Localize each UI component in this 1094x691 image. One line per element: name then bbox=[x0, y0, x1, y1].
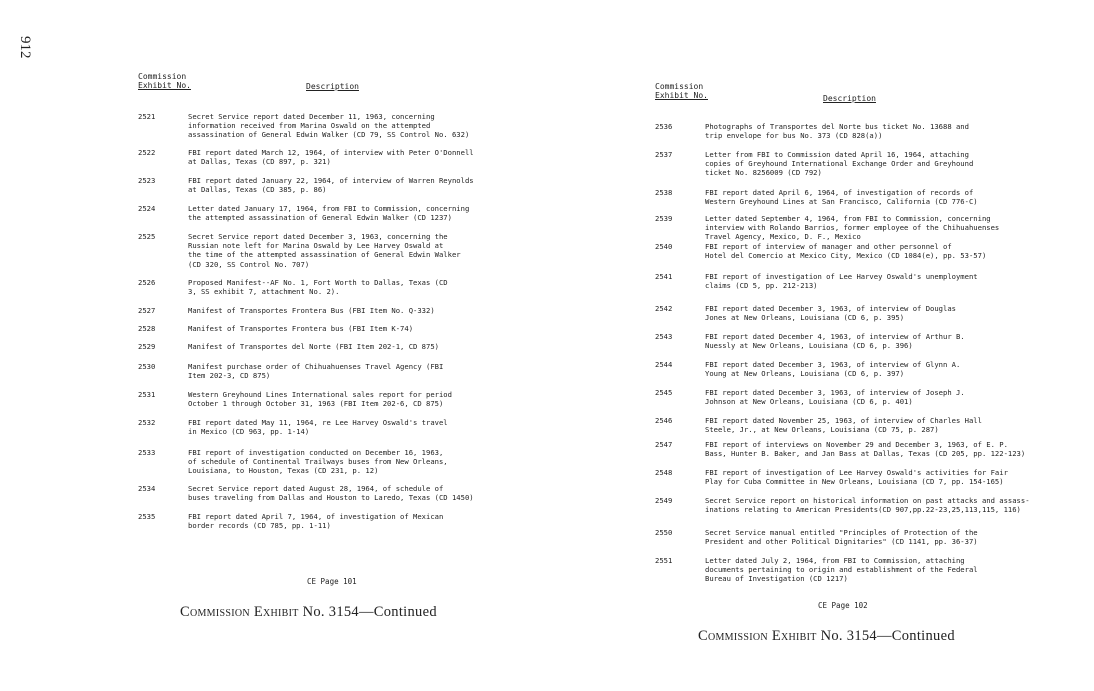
exhibit-description: FBI report dated April 6, 1964, of investigation of records of Western Greyhound Lines at San Francisco, California (CD 776-C) bbox=[705, 188, 978, 207]
exhibit-number: 2523 bbox=[138, 176, 156, 185]
left-footer bbox=[180, 604, 437, 621]
exhibit-number: 2538 bbox=[655, 188, 673, 197]
right-footer-rest: No. 3154—Continued bbox=[820, 628, 955, 644]
exhibit-number: 2540 bbox=[655, 242, 673, 251]
exhibit-number: 2524 bbox=[138, 204, 156, 213]
exhibit-number: 2543 bbox=[655, 332, 673, 341]
exhibit-description: FBI report dated December 3, 1963, of interview of Glynn A. Young at New Orleans, Louisiana (CD 6, p. 397) bbox=[705, 360, 961, 379]
left-header-exhibit-label: Exhibit No. bbox=[138, 81, 191, 90]
exhibit-description: FBI report dated January 22, 1964, of interview of Warren Reynolds at Dallas, Texas (CD 385, p. 86) bbox=[188, 176, 474, 195]
exhibit-description: FBI report of investigation conducted on December 16, 1963, of schedule of Continental Trailways buses from New Orleans, Louisiana, to Houston, Texas (CD 231, p. 12) bbox=[188, 448, 448, 476]
left-header-exhibit bbox=[138, 72, 191, 90]
exhibit-number: 2549 bbox=[655, 496, 673, 505]
right-header-commission-label: Commission bbox=[655, 82, 704, 91]
right-header-description: Description bbox=[823, 94, 876, 103]
exhibit-number: 2544 bbox=[655, 360, 673, 369]
exhibit-description: Manifest purchase order of Chihuahuenses Travel Agency (FBI Item 202-3, CD 875) bbox=[188, 362, 444, 381]
exhibit-description: Western Greyhound Lines International sales report for period October 1 through October 31, 1963 (FBI Item 202-6, CD 875) bbox=[188, 390, 452, 409]
exhibit-description: Secret Service report dated December 11, 1963, concerning information received from Marina Oswald on the attempted assassination of General Edwin Walker (CD 79, SS Control No. 632) bbox=[188, 112, 470, 140]
exhibit-description: Secret Service manual entitled "Principles of Protection of the President and other Political Dignitaries" (CD 1141, pp. 36-37) bbox=[705, 528, 978, 547]
left-column bbox=[138, 72, 538, 531]
exhibit-number: 2535 bbox=[138, 512, 156, 521]
exhibit-number: 2525 bbox=[138, 232, 156, 241]
exhibit-description: FBI report dated March 12, 1964, of interview with Peter O'Donnell at Dallas, Texas (CD 897, p. 321) bbox=[188, 148, 474, 167]
left-page-label: CE Page 101 bbox=[307, 577, 357, 586]
exhibit-number: 2522 bbox=[138, 148, 156, 157]
right-footer-prefix: Commission Exhibit bbox=[698, 628, 817, 644]
exhibit-description: Letter from FBI to Commission dated April 16, 1964, attaching copies of Greyhound International Exchange Order and Greyhound ticket No. 8256009 (CD 792) bbox=[705, 150, 974, 178]
exhibit-number: 2532 bbox=[138, 418, 156, 427]
exhibit-description: FBI report dated April 7, 1964, of investigation of Mexican border records (CD 785, pp. 1-11) bbox=[188, 512, 444, 531]
exhibit-number: 2550 bbox=[655, 528, 673, 537]
exhibit-number: 2542 bbox=[655, 304, 673, 313]
exhibit-description: FBI report dated November 25, 1963, of interview of Charles Hall Steele, Jr., at New Orleans, Louisiana (CD 75, p. 287) bbox=[705, 416, 982, 435]
exhibit-description: Letter dated January 17, 1964, from FBI to Commission, concerning the attempted assassination of General Edwin Walker (CD 1237) bbox=[188, 204, 470, 223]
exhibit-number: 2547 bbox=[655, 440, 673, 449]
exhibit-number: 2537 bbox=[655, 150, 673, 159]
left-header bbox=[138, 72, 538, 98]
exhibit-description: Letter dated July 2, 1964, from FBI to Commission, attaching documents pertaining to origin and establishment of the Federal Bureau of Investigation (CD 1217) bbox=[705, 556, 978, 584]
exhibit-description: FBI report of investigation of Lee Harvey Oswald's unemployment claims (CD 5, pp. 212-213) bbox=[705, 272, 978, 291]
exhibit-number: 2534 bbox=[138, 484, 156, 493]
exhibit-number: 2541 bbox=[655, 272, 673, 281]
exhibit-description: Manifest of Transportes del Norte (FBI Item 202-1, CD 875) bbox=[188, 342, 439, 351]
exhibit-number: 2526 bbox=[138, 278, 156, 287]
exhibit-number: 2529 bbox=[138, 342, 156, 351]
exhibit-number: 2521 bbox=[138, 112, 156, 121]
left-header-description: Description bbox=[306, 82, 359, 91]
exhibit-number: 2530 bbox=[138, 362, 156, 371]
exhibit-number: 2546 bbox=[655, 416, 673, 425]
exhibit-number: 2527 bbox=[138, 306, 156, 315]
exhibit-description: FBI report of interviews on November 29 and December 3, 1963, of E. P. Bass, Hunter B. Baker, and Jan Bass at Dallas, Texas (CD 205, pp. 122-123) bbox=[705, 440, 1026, 459]
exhibit-description: Secret Service report on historical information on past attacks and assass- inations relating to American Presidents(CD 907,pp.22-23,25,113,115, 116) bbox=[705, 496, 1030, 515]
right-header-exhibit bbox=[655, 82, 708, 100]
exhibit-description: FBI report dated December 3, 1963, of interview of Joseph J. Johnson at New Orleans, Louisiana (CD 6, p. 401) bbox=[705, 388, 965, 407]
exhibit-description: Secret Service report dated December 3, 1963, concerning the Russian note left for Marina Oswald by Lee Harvey Oswald at the time of the attempted assassination of General Edwin Walker (CD 320, SS Control No. 707) bbox=[188, 232, 461, 269]
exhibit-number: 2531 bbox=[138, 390, 156, 399]
exhibit-description: FBI report dated December 3, 1963, of interview of Douglas Jones at New Orleans, Louisiana (CD 6, p. 395) bbox=[705, 304, 956, 323]
exhibit-number: 2528 bbox=[138, 324, 156, 333]
right-header bbox=[655, 82, 1075, 108]
left-footer-rest: No. 3154—Continued bbox=[302, 604, 437, 620]
exhibit-description: Secret Service report dated August 28, 1964, of schedule of buses traveling from Dallas and Houston to Laredo, Texas (CD 1450) bbox=[188, 484, 474, 503]
right-column bbox=[655, 82, 1075, 584]
exhibit-description: Proposed Manifest--AF No. 1, Fort Worth to Dallas, Texas (CD 3, SS exhibit 7, attachment No. 2). bbox=[188, 278, 448, 297]
exhibit-number: 2551 bbox=[655, 556, 673, 565]
exhibit-number: 2533 bbox=[138, 448, 156, 457]
exhibit-number: 2536 bbox=[655, 122, 673, 131]
exhibit-number: 2539 bbox=[655, 214, 673, 223]
exhibit-description: FBI report of interview of manager and other personnel of Hotel del Comercio at Mexico City, Mexico (CD 1084(e), pp. 53-57) bbox=[705, 242, 987, 261]
exhibit-number: 2548 bbox=[655, 468, 673, 477]
exhibit-description: Letter dated September 4, 1964, from FBI to Commission, concerning interview with Rolando Barrios, former employee of the Chihuahuenses Travel Agency, Mexico, D. F., Mexico bbox=[705, 214, 1000, 242]
exhibit-description: FBI report of investigation of Lee Harvey Oswald's activities for Fair Play for Cuba Committee in New Orleans, Louisiana (CD 7, pp. 154-165) bbox=[705, 468, 1008, 487]
exhibit-description: FBI report dated May 11, 1964, re Lee Harvey Oswald's travel in Mexico (CD 963, pp. 1-14) bbox=[188, 418, 448, 437]
exhibit-number: 2545 bbox=[655, 388, 673, 397]
exhibit-description: Photographs of Transportes del Norte bus ticket No. 13688 and trip envelope for bus No. 373 (CD 828(a)) bbox=[705, 122, 969, 141]
page-number: 912 bbox=[17, 36, 33, 59]
exhibit-description: Manifest of Transportes Frontera bus (FBI Item K-74) bbox=[188, 324, 414, 333]
exhibit-description: FBI report dated December 4, 1963, of interview of Arthur B. Nuessly at New Orleans, Louisiana (CD 6, p. 396) bbox=[705, 332, 965, 351]
right-header-exhibit-label: Exhibit No. bbox=[655, 91, 708, 100]
left-header-commission-label: Commission bbox=[138, 72, 187, 81]
left-footer-prefix: Commission Exhibit bbox=[180, 604, 299, 620]
right-page-label: CE Page 102 bbox=[818, 601, 868, 610]
exhibit-description: Manifest of Transportes Frontera Bus (FBI Item No. Q-332) bbox=[188, 306, 435, 315]
right-footer bbox=[698, 628, 955, 645]
